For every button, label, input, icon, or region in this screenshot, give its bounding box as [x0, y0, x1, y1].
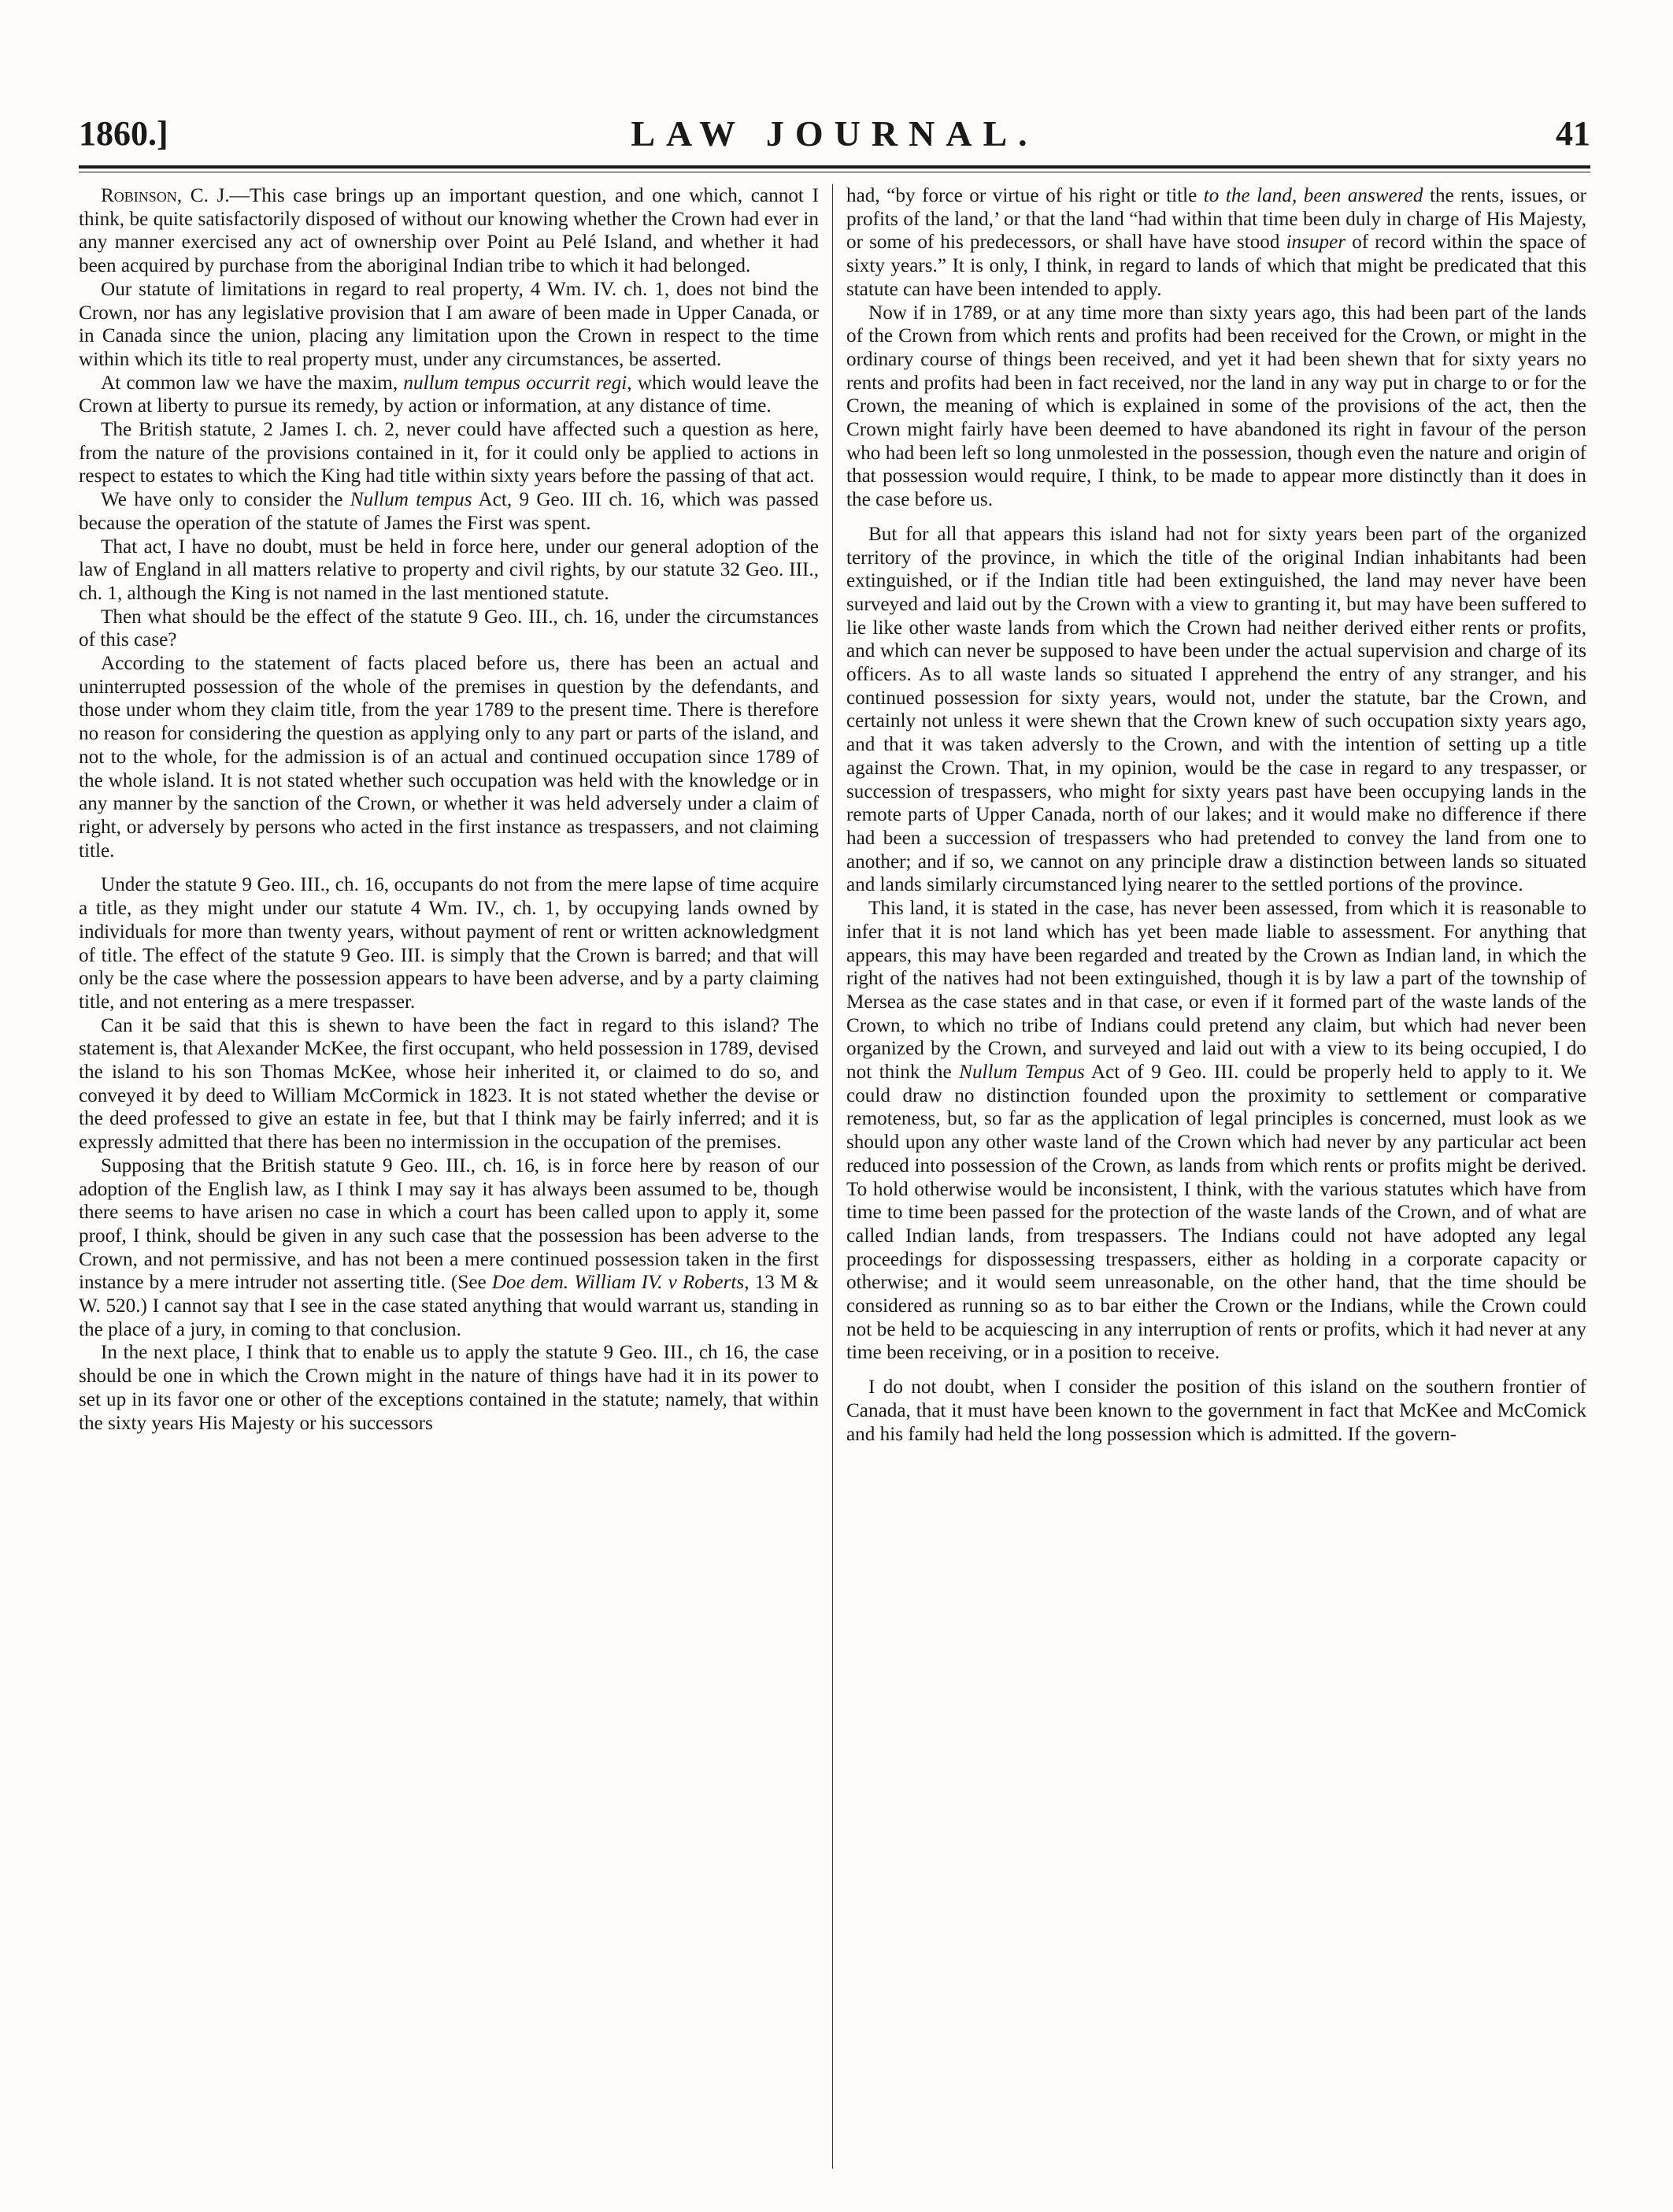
right-paragraph-2: Now if in 1789, or at any time more than sixty years ago, this had been part of the lands of the Crown from which rents and profits had been received for the Crown, or might in the ordinary course of things been received, and yet it had been shewn that for sixty years no rents and profits had been in fact received, nor the land in any way put in charge to or for the Crown, the meaning of which is explained in some of the provisions of the act, then the Crown might fairly have been deemed to have abandoned its right in favour of the person who had been left so long unmolested in the possession, though even the nature and origin of that possession would require, I think, to be made to appear more distinctly than it does in the case before us.	[846, 302, 1586, 511]
right-paragraph-4: This land, it is stated in the case, has never been assessed, from which it is reasonable to infer that it is not land which has yet been made liable to assessment. For anything that appears, this may have been regarded and treated by the Crown as Indian land, in which the right of the natives had not been extinguished, though it is by law a part of the township of Mersea as the case states and in that case, or even if it formed part of the waste lands of the Crown, to which no tribe of Indians could pretend any claim, but which had never been organized by the Crown, and surveyed and laid out with a view to its being occupied, I do not think the Nullum Tempus Act of 9 Geo. III. could be properly held to apply to it. We could draw no distinction founded upon the proximity to settlement or comparative remoteness, but, so far as the application of legal principles is concerned, must look as we should upon any other waste land of the Crown which had never by any particular act been reduced into possession of the Crown, as lands from which rents or profits might be derived. To hold otherwise would be inconsistent, I think, with the various statutes which have from time to time been passed for the protection of the waste lands of the Crown, and of what are called Indian lands, from trespassers. The Indians could not have adopted any legal proceedings for dispossessing trespassers, either as holding in a corporate capacity or otherwise; and it would seem unreasonable, on the other hand, that the time should be considered as running so as to bar either the Crown or the Indians, while the Crown could not be held to be acquiescing in any interruption of rents or profits, which it had never at any time been receiving, or in a position to receive.	[846, 898, 1587, 1364]
left-paragraph-4: The British statute, 2 James I. ch. 2, never could have affected such a question as here, from the nature of the provisions contained in it, for it could only be applied to actions in respect to estates to which the King had title within sixty years before the passing of that act.	[79, 419, 819, 487]
left-paragraph-7: Then what should be the effect of the statute 9 Geo. III., ch. 16, under the circumstances of this case?	[79, 606, 819, 651]
right-column	[846, 184, 1586, 1446]
latin-maxim: nullum tempus occurrit regi	[403, 372, 627, 394]
left-paragraph-3: At common law we have the maxim, nullum tempus occurrit regi, which would leave the Crown at liberty to pursue its remedy, by action or information, at any distance of time.	[79, 372, 820, 417]
left-paragraph-12: In the next place, I think that to enable us to apply the statute 9 Geo. III., ch 16, the case should be one in which the Crown might in the nature of things have had it in its power to set up in its favor one or other of the exceptions contained in the statute; namely, that within the sixty years His Majesty or his successors	[79, 1342, 819, 1434]
left-paragraph-2: Our statute of limitations in regard to real property, 4 Wm. IV. ch. 1, does not bind the Crown, nor has any legislative provision that I am aware of been made in Upper Canada, or in Canada since the union, placing any limitation upon the Crown in respect to the time within which its title to real property must, under any circumstances, be asserted.	[79, 278, 819, 370]
left-column	[79, 184, 819, 1435]
right-paragraph-5: I do not doubt, when I consider the position of this island on the southern frontier of Canada, that it must have been known to the government in fact that McKee and McComick and his family had held the long possession which is admitted. If the govern-	[846, 1376, 1586, 1445]
header-title: LAW JOURNAL.	[631, 113, 1038, 154]
left-paragraph-10: Can it be said that this is shewn to have been the fact in regard to this island? The statement is, that Alexander McKee, the first occupant, who held possession in 1789, devised the island to his son Thomas McKee, whose heir inherited it, or claimed to do so, and conveyed it by deed to William McCormick in 1823. It is not stated whether the devise or the deed professed to give an estate in fee, but that I think may be fairly inferred; and it is expressly admitted that there has been no intermission in the occupation of the premises.	[79, 1014, 819, 1154]
header-year: 1860.]	[79, 114, 168, 153]
header-page-number: 41	[1556, 114, 1590, 153]
column-divider	[832, 184, 833, 2169]
case-citation: Doe dem. William IV. v Roberts	[491, 1272, 745, 1294]
judge-name: Robinson	[101, 185, 177, 206]
page-header	[79, 110, 1590, 157]
left-paragraph-9: Under the statute 9 Geo. III., ch. 16, occupants do not from the mere lapse of time acquire a title, as they might under our statute 4 Wm. IV., ch. 1, by occupying lands owned by individuals for more than twenty years, without payment of rent or written acknowledgment of title. The effect of the statute 9 Geo. III. is simply that the Crown is barred; and that will only be the case where the possession appears to have been adverse, and by a party claiming title, and not entering as a mere trespasser.	[79, 874, 819, 1013]
act-name-right: Nullum Tempus	[959, 1062, 1085, 1084]
left-paragraph-11: Supposing that the British statute 9 Geo. III., ch. 16, is in force here by reason of our adoption of the English law, as I think I may say it has always been assumed to be, though there seems to have arisen no case in which a court has been called upon to apply it, some proof, I think, should be given in any such case that the possession has been adverse to the Crown, and not permissive, and has not been a mere continued possession taken in the first instance by a mere intruder not asserting title. (See Doe dem. William IV. v Roberts, 13 M & W. 520.) I cannot say that I see in the case stated anything that would warrant us, standing in the place of a jury, in coming to that conclusion.	[79, 1154, 819, 1340]
act-name: Nullum tempus	[350, 489, 472, 511]
left-paragraph-1: Robinson, C. J.—This case brings up an important question, and one which, cannot I think, be quite satisfactorily disposed of without our knowing whether the Crown had ever in any manner exercised any act of ownership over Point au Pelé Island, and whether it had been acquired by purchase from the aboriginal Indian tribe to which it had belonged.	[79, 185, 819, 277]
right-paragraph-3: But for all that appears this island had not for sixty years been part of the organized territory of the province, in which the title of the original Indian inhabitants had been extinguished, or if the Indian title had been extinguished, the land may never have been surveyed and laid out by the Crown with a view to granting it, but may have been suffered to lie like other waste lands from which the Crown had neither derived either rents or profits, and which can never be supposed to have been under the actual supervision and charge of its officers. As to all waste lands so situated I apprehend the entry of any stranger, and his continued possession for sixty years, would not, under the statute, bar the Crown, and certainly not unless it were shewn that the Crown knew of such occupation sixty years ago, and that it was taken adversly to the Crown, and with the intention of setting up a title against the Crown. That, in my opinion, would be the case in regard to any trespasser, or succession of trespassers, who might for sixty years past have been occupying lands in the remote parts of Upper Canada, north of our lakes; and it would make no difference if there had been a succession of trespassers who had pretended to convey the land from one to another; and if so, we cannot on any principle draw a distinction between lands so situated and lands similarly circumstanced lying nearer to the settled portions of the province.	[846, 523, 1586, 896]
left-paragraph-5: We have only to consider the Nullum tempus Act, 9 Geo. III ch. 16, which was passed because the operation of the statute of James the First was spent.	[79, 489, 819, 534]
left-paragraph-6: That act, I have no doubt, must be held in force here, under our general adoption of the law of England in all matters relative to property and civil rights, by our statute 32 Geo. III., ch. 1, although the King is not named in the last mentioned statute.	[79, 535, 819, 604]
left-paragraph-8: According to the statement of facts placed before us, there has been an actual and uninterrupted possession of the whole of the premises in question by the defendants, and those under whom they claim title, from the year 1789 to the present time. There is therefore no reason for considering the question as applying only to any part or parts of the island, and not to the whole, for the admission is of an actual and continued occupation since 1789 of the whole island. It is not stated whether such occupation was held with the knowledge or in any manner by the sanction of the Crown, or whether it was held adversely under a claim of right, or adversely by persons who acted in the first instance as trespassers, and not claiming title.	[79, 653, 819, 861]
right-paragraph-1: had, “by force or virtue of his right or title to the land, been answered the rents, issues, or profits of the land,’ or that the land “had within that time been duly in charge of His Majesty, or some of his predecessors, or shall have have stood insuper of record within the space of sixty years.” It is only, I think, in regard to lands of which that might be predicated that this statute can have been intended to apply.	[846, 185, 1586, 300]
header-rule-thick	[79, 165, 1590, 169]
